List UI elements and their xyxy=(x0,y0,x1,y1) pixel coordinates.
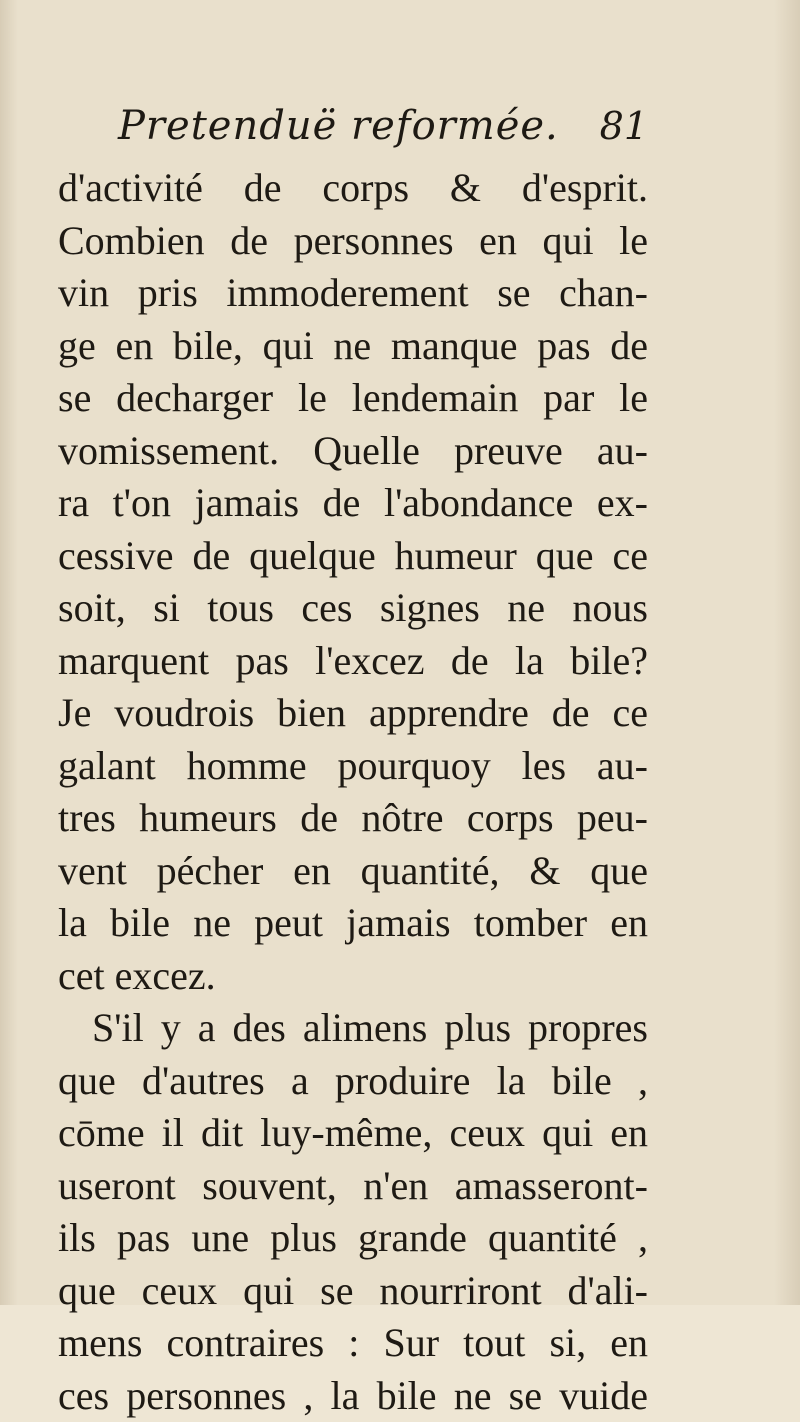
text-line: se decharger le lendemain par le xyxy=(58,372,648,425)
text-line: cessive de quelque humeur que ce xyxy=(58,530,648,583)
text-line: tres humeurs de nôtre corps peu- xyxy=(58,792,648,845)
page-header xyxy=(118,96,658,156)
text-line: mens contraires : Sur tout si, en xyxy=(58,1317,648,1370)
page-number: 81 xyxy=(600,96,648,156)
text-line: soit, si tous ces signes ne nous xyxy=(58,582,648,635)
text-line: ra t'on jamais de l'abondance ex- xyxy=(58,477,648,530)
paragraph-first-line: S'il y a des alimens plus propres xyxy=(58,1002,648,1055)
text-line: que ceux qui se nourriront d'ali- xyxy=(58,1265,648,1318)
page-edge-shadow xyxy=(774,0,800,1305)
text-line: marquent pas l'excez de la bile? xyxy=(58,635,648,688)
text-line: Je voudrois bien apprendre de ce xyxy=(58,687,648,740)
text-line: vin pris immoderement se chan- xyxy=(58,267,648,320)
running-title: Pretenduë reformée. xyxy=(118,96,559,156)
text-line: ils pas une plus grande quantité , xyxy=(58,1212,648,1265)
text-line: que d'autres a produire la bile , xyxy=(58,1055,648,1108)
text-line: Combien de personnes en qui le xyxy=(58,215,648,268)
text-line: ge en bile, qui ne manque pas de xyxy=(58,320,648,373)
text-line: vent pécher en quantité, & que xyxy=(58,845,648,898)
text-line: ces personnes , la bile ne se vuide xyxy=(58,1370,648,1422)
body-text xyxy=(58,162,648,1422)
text-line: cet excez. xyxy=(58,950,648,1003)
text-line: vomissement. Quelle preuve au- xyxy=(58,425,648,478)
text-line: la bile ne peut jamais tomber en xyxy=(58,897,648,950)
text-line: d'activité de corps & d'esprit. xyxy=(58,162,648,215)
text-line: cōme il dit luy-même, ceux qui en xyxy=(58,1107,648,1160)
text-line: useront souvent, n'en amasseront- xyxy=(58,1160,648,1213)
page-gutter-shadow xyxy=(0,0,18,1305)
text-line: galant homme pourquoy les au- xyxy=(58,740,648,793)
